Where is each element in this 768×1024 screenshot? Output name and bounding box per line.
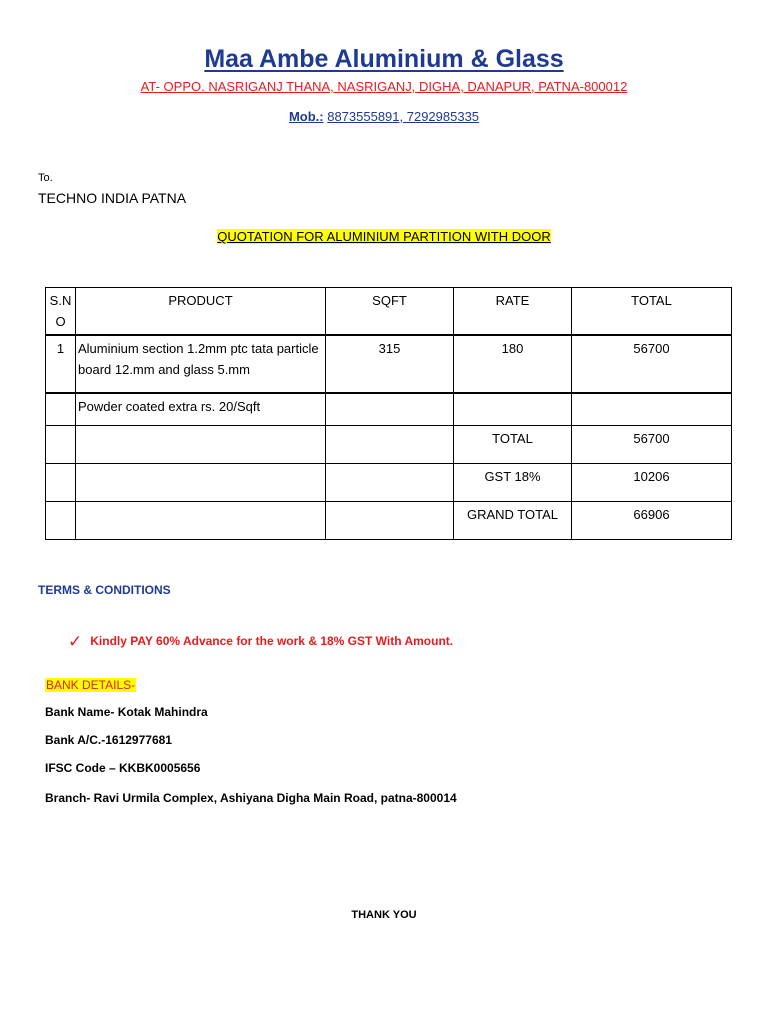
cell-empty (76, 502, 326, 540)
cell-sno (46, 393, 76, 426)
quotation-title (0, 229, 768, 244)
checkmark-icon: ✓ (68, 632, 83, 651)
header-total: TOTAL (572, 288, 732, 336)
cell-product: Aluminium section 1.2mm ptc tata particle board 12.mm and glass 5.mm (76, 335, 326, 393)
terms-item-text: Kindly PAY 60% Advance for the work & 18% GST With Amount. (90, 634, 454, 648)
table-header-row (46, 288, 732, 336)
summary-value: 10206 (572, 464, 732, 502)
company-mobile (0, 109, 768, 124)
bank-name: Bank Name- Kotak Mahindra (45, 705, 208, 719)
header-rate: RATE (454, 288, 572, 336)
cell-empty (326, 502, 454, 540)
cell-empty (46, 426, 76, 464)
cell-empty (76, 464, 326, 502)
summary-value: 56700 (572, 426, 732, 464)
recipient-name: TECHNO INDIA PATNA (38, 190, 187, 206)
cell-total: 56700 (572, 335, 732, 393)
cell-empty (46, 464, 76, 502)
mobile-label: Mob.: (288, 109, 324, 124)
bank-branch: Branch- Ravi Urmila Complex, Ashiyana Digha Main Road, patna-800014 (45, 791, 457, 805)
cell-empty (46, 502, 76, 540)
summary-row-gst (46, 464, 732, 502)
cell-sqft: 315 (326, 335, 454, 393)
to-label: To. (38, 172, 53, 184)
summary-label: GRAND TOTAL (454, 502, 572, 540)
summary-label: TOTAL (454, 426, 572, 464)
bank-account: Bank A/C.-1612977681 (45, 733, 172, 747)
terms-title: TERMS & CONDITIONS (38, 583, 171, 597)
company-name: Maa Ambe Aluminium & Glass (204, 45, 564, 73)
table-row (46, 393, 732, 426)
header-sqft: SQFT (326, 288, 454, 336)
summary-value: 66906 (572, 502, 732, 540)
summary-row-total (46, 426, 732, 464)
mobile-numbers: 8873555891, 7292985335 (327, 109, 480, 124)
quotation-title-text: QUOTATION FOR ALUMINIUM PARTITION WITH DOOR (217, 229, 551, 244)
bank-details-title: BANK DETAILS- (46, 678, 136, 692)
company-address: AT- OPPO. NASRIGANJ THANA, NASRIGANJ, DIGHA, DANAPUR, PATNA-800012 (140, 79, 628, 94)
cell-sno: 1 (46, 335, 76, 393)
cell-product: Powder coated extra rs. 20/Sqft (76, 393, 326, 426)
bank-ifsc: IFSC Code – KKBK0005656 (45, 761, 201, 775)
cell-empty (326, 426, 454, 464)
cell-sqft (326, 393, 454, 426)
terms-item (68, 632, 453, 652)
summary-label: GST 18% (454, 464, 572, 502)
header-sno: S.N O (46, 288, 76, 336)
cell-total (572, 393, 732, 426)
table-row (46, 335, 732, 393)
cell-empty (76, 426, 326, 464)
cell-empty (326, 464, 454, 502)
cell-rate (454, 393, 572, 426)
thank-you: THANK YOU (351, 909, 417, 921)
quotation-table (45, 287, 732, 540)
summary-row-grand-total (46, 502, 732, 540)
header-product: PRODUCT (76, 288, 326, 336)
cell-rate: 180 (454, 335, 572, 393)
